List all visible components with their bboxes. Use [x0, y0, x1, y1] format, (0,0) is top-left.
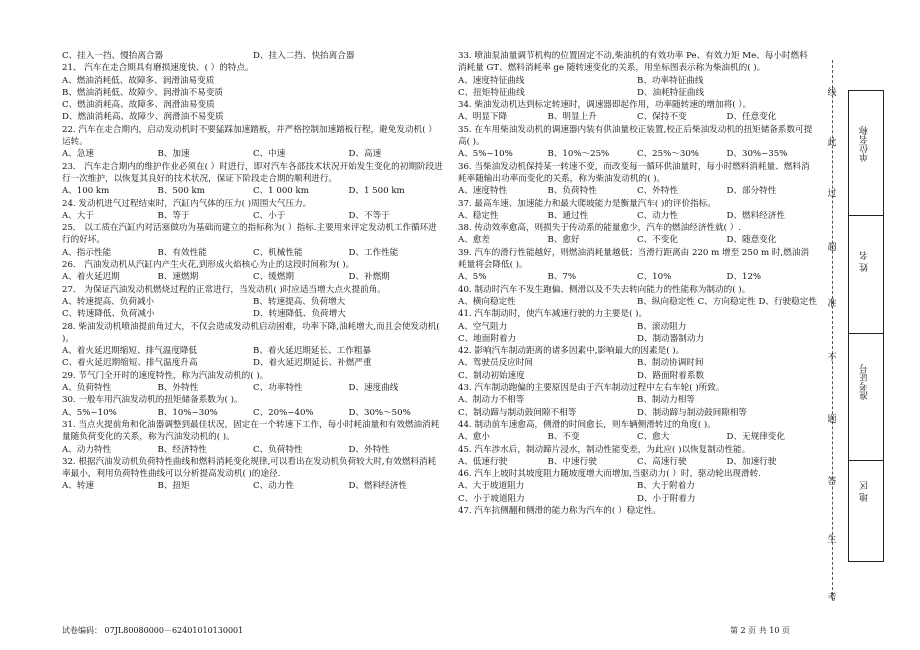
- answer-option: D、无规律变化: [726, 432, 785, 443]
- option-row: [458, 357, 816, 369]
- answer-option: B、大于附着力: [637, 481, 695, 492]
- answer-option: D、制动蹄与制动鼓间隙相等: [637, 407, 748, 418]
- answer-option: C、机械性能: [253, 247, 303, 258]
- binding-char: 准: [827, 299, 837, 309]
- option-row: [62, 50, 444, 62]
- answer-option: D、30%~35%: [726, 149, 788, 160]
- answer-option: B、不变: [547, 432, 580, 443]
- binding-char: 考: [827, 593, 837, 603]
- question-text: 44. 制动前车速愈高，侧滑的时间愈长，则车辆侧滑转过的角度( )。: [458, 419, 716, 430]
- option-row: [62, 271, 444, 283]
- question-text: 38. 传动效率愈高，则损失于传动系的能量愈少，汽车的燃油经济性就( ）.: [458, 223, 742, 234]
- answer-option: C、小于: [253, 210, 286, 221]
- answer-option: A、负荷特性: [62, 383, 112, 394]
- answer-option: B、纵向稳定性 C、方向稳定性 D、行驶稳定性: [637, 296, 817, 307]
- option-row: [62, 148, 444, 160]
- question-text: 46. 汽车上坡时其坡度阻力随坡度增大而增加,当驱动力( ）时，驱动轮出现滑转.: [458, 469, 761, 480]
- option-row: [458, 185, 816, 197]
- answer-option: C、扭矩特征曲线: [458, 87, 525, 98]
- question-text: 25． 以工质在汽缸内对活塞做功为基础而建立的指标称为( ）指标.主要用来评定发动机工作循环进行的好坏。: [62, 223, 437, 246]
- question-text: 41. 汽车制动时，使汽车减速行驶的力主要是( )。: [458, 309, 648, 320]
- info-label: 准考证号: [860, 364, 870, 400]
- answer-option: C、10%: [637, 272, 672, 283]
- binding-char: 不: [827, 353, 837, 363]
- answer-option: A、速度特征曲线: [458, 75, 525, 86]
- option-row: [62, 99, 444, 111]
- question-text: 39. 汽车的滑行性能越好，则燃油消耗量越低；当滑行距离由 220 m 增至 250 m 时,燃油消耗量将会降低( )。: [458, 247, 810, 271]
- answer-option: C、燃油消耗高、故障多、润滑油易变质: [62, 100, 215, 111]
- answer-option: D、不等于: [348, 210, 390, 221]
- question-text: 34. 柴油发动机达到标定转速时，调速器即起作用，功率随转速的增加将( ）。: [458, 100, 752, 111]
- answer-option: C、25%～30%: [637, 149, 699, 160]
- option-row: [458, 111, 816, 123]
- option-row: [62, 75, 444, 87]
- answer-option: C、愈大: [637, 432, 670, 443]
- answer-option: B、500 km: [157, 186, 205, 197]
- option-row: [458, 321, 816, 333]
- answer-option: B、有效性能: [157, 247, 207, 258]
- answer-option: A、愈小: [458, 432, 490, 443]
- answer-option: C、地面附着力: [458, 333, 517, 344]
- answer-option: A、燃油消耗低、故障多、润滑油易变质: [62, 75, 215, 86]
- option-row: [458, 480, 816, 492]
- question-text: 37. 最高车速、加速能力和最大爬坡能力是衡量汽车( )的评价指标。: [458, 198, 716, 209]
- answer-option: D、随意变化: [726, 235, 777, 246]
- answer-option: C、转速降低、负荷减小: [62, 309, 155, 320]
- option-row: [62, 308, 444, 320]
- question-text: 45. 汽车涉水后，制动蹄片浸水，制动性能变差，为此应( )以恢复制动性能。: [458, 444, 751, 455]
- answer-option: C、缓燃期: [253, 272, 294, 283]
- answer-option: A、指示性能: [62, 247, 112, 258]
- option-row: [458, 210, 816, 222]
- binding-char: 答: [827, 477, 837, 487]
- answer-option: C、外特性: [637, 186, 678, 197]
- answer-option: C、功率特性: [253, 383, 303, 394]
- answer-option: B、制动力相等: [637, 395, 695, 406]
- left-column: [62, 50, 444, 493]
- question-text: 32. 根据汽油发动机负荷特性曲线和燃料消耗变化规律,可以看出在发动机负荷较大时,有效燃料消耗率最小，利用负荷特性曲线可以分析提高发动机( )的途径.: [62, 456, 437, 480]
- question-text: 30. 一般车用汽油发动机的扭矩储备系数为( )。: [62, 395, 243, 406]
- answer-option: D、小于附着力: [637, 493, 696, 504]
- info-cell: [849, 91, 883, 216]
- answer-option: A、大于: [62, 210, 94, 221]
- option-row: [458, 431, 816, 443]
- answer-option: A、驾驶员反应时间: [458, 358, 533, 369]
- option-row: [62, 444, 444, 456]
- binding-char: 生: [827, 535, 837, 545]
- answer-option: A、着火延迟期缩短、排气温度降低: [62, 346, 198, 357]
- answer-option: B、10%～25%: [547, 149, 610, 160]
- question-text: 27． 为保证汽油发动机燃烧过程的正常进行，当发动机( )时应适当增大点火提前角。: [62, 284, 386, 295]
- answer-option: C、保持不变: [637, 112, 687, 123]
- option-row: [458, 271, 816, 283]
- question-text: 31. 当点火提前角和化油器调整到最佳状况，固定在一个转速下工作，每小时耗油量和有效燃油消耗量随负荷变化的关系，称为汽油发动机的( )。: [62, 419, 440, 443]
- answer-option: D、路面附着系数: [637, 370, 705, 381]
- answer-option: A、明显下降: [458, 112, 508, 123]
- question-text: 28. 柴油发动机喷油提前角过大，不仅会造成发动机启动困难，功率下降,油耗增大,而且会使发动机( )。: [62, 321, 440, 344]
- answer-option: B、通过性: [547, 210, 589, 221]
- info-cell: [849, 216, 883, 334]
- question-text: 47. 汽车抗侧翻和侧滑的能力称为汽车的( ）稳定性。: [458, 505, 661, 516]
- question-text: 23． 汽车走合期内的维护作业必须在( ）时进行，即对汽车各部技术状况开始发生变化的初期阶段进行一次维护，以恢复其良好的技术状况，保证下阶段走合期的顺利进行。: [62, 161, 443, 184]
- right-column: [458, 50, 816, 517]
- answer-option: B、明显上升: [547, 112, 597, 123]
- answer-option: B、着火延迟期延长、工作粗暴: [253, 346, 372, 357]
- info-cell: [849, 461, 883, 561]
- info-label: 地 区: [860, 481, 870, 502]
- option-row: [62, 382, 444, 394]
- answer-option: A、横向稳定性: [458, 296, 516, 307]
- question-text: 22. 汽车在走合期内，启动发动机时不要猛踩加速踏板，并严格控制加速踏板行程，避免发动机( ）运转。: [62, 124, 437, 148]
- question-text: 24. 发动机进气过程结束时，汽缸内气体的压力( )周围大气压力。: [62, 198, 312, 209]
- question-text: 36. 当柴油发动机保持某一转速不变，而改变每一循环供油量时，每小时燃料消耗量、燃料消耗率随输出功率而变化的关系，称为柴油发动机的( )。: [458, 161, 810, 184]
- option-row: [458, 394, 816, 406]
- answer-option: B、10%~30%: [157, 407, 218, 418]
- answer-option: B、外特性: [157, 383, 199, 394]
- answer-option: A、5%: [458, 272, 487, 283]
- answer-option: D、30%～50%: [348, 407, 411, 418]
- answer-option: A、转速提高、负荷减小: [62, 296, 155, 307]
- option-row: [458, 493, 816, 505]
- answer-option: A、制动力不相等: [458, 395, 525, 406]
- option-row: [62, 185, 444, 197]
- option-row: [62, 357, 444, 369]
- answer-option: A、5%~10%: [458, 149, 513, 160]
- answer-option: D、燃料经济性: [726, 210, 785, 221]
- binding-char: 线: [827, 88, 837, 98]
- answer-option: C、挂入一挡、慢抬离合器: [62, 51, 164, 61]
- option-row: [62, 111, 444, 123]
- option-row: [62, 210, 444, 222]
- option-row: [458, 87, 816, 99]
- answer-option: A、愈差: [458, 235, 490, 246]
- page-number: 第 2 页 共 10 页: [730, 626, 790, 635]
- option-row: [62, 345, 444, 357]
- answer-option: B、愈好: [547, 235, 580, 246]
- binding-char: 题: [827, 415, 837, 425]
- answer-option: B、燃油消耗低、故障少、润滑油不易变质: [62, 87, 224, 98]
- answer-option: B、制动协调时间: [637, 358, 704, 369]
- answer-option: D、燃料经济性: [348, 481, 407, 492]
- question-text: 26． 汽油发动机从汽缸内产生火花,到形成火焰核心为止的这段时间称为( )。: [62, 260, 355, 271]
- answer-option: B、负荷特性: [547, 186, 597, 197]
- exam-code: 试卷编码： 07JL80080000－62401010130001: [62, 626, 244, 635]
- binding-char: 超: [827, 243, 837, 253]
- question-text: 43. 汽车制动跑偏的主要原因是由于汽车制动过程中左右车轮( )所致。: [458, 383, 725, 394]
- answer-option: D、燃油消耗高、故障少、润滑油不易变质: [62, 112, 224, 123]
- answer-option: C、小于坡道阻力: [458, 493, 525, 504]
- answer-option: B、转速提高、负荷增大: [253, 296, 346, 307]
- answer-option: B、扭矩: [157, 481, 190, 492]
- option-row: [458, 370, 816, 382]
- answer-option: A、大于坡道阻力: [458, 481, 525, 492]
- info-label: 单位名称: [860, 126, 870, 162]
- option-row: [458, 456, 816, 468]
- answer-option: C、制动初始速度: [458, 370, 525, 381]
- option-row: [458, 407, 816, 419]
- answer-option: C、1 000 km: [253, 186, 309, 197]
- answer-option: D、制动器制动力: [637, 333, 705, 344]
- answer-option: B、中速行驶: [547, 456, 597, 467]
- info-label: 姓 名: [860, 251, 870, 272]
- answer-option: D、补燃期: [348, 272, 390, 283]
- option-row: [62, 247, 444, 259]
- answer-option: A、着火延迟期: [62, 272, 120, 283]
- question-text: 40. 制动时汽车不发生跑偏、侧滑以及不失去转向能力的性能称为制动的( )。: [458, 284, 751, 295]
- answer-option: B、加速: [157, 149, 190, 160]
- answer-option: C、制动蹄与制动鼓间隙不相等: [458, 407, 577, 418]
- answer-option: A、5%~10%: [62, 407, 117, 418]
- answer-option: C、动力性: [253, 481, 294, 492]
- question-text: 42. 影响汽车制动距离的诸多因素中,影响最大的因素是( )。: [458, 346, 685, 357]
- question-text: 29. 节气门全开时的速度特性，称为汽油发动机的( )。: [62, 370, 269, 381]
- answer-option: C、中速: [253, 149, 286, 160]
- answer-option: B、经济特性: [157, 444, 207, 455]
- binding-char: 过: [827, 189, 837, 199]
- answer-option: A、100 km: [62, 186, 110, 197]
- answer-option: D、部分特性: [726, 186, 777, 197]
- answer-option: B、滚动阻力: [637, 321, 687, 332]
- option-row: [62, 87, 444, 99]
- answer-option: D、转速降低、负荷增大: [253, 309, 346, 320]
- answer-option: A、空气阻力: [458, 321, 508, 332]
- question-text: 35. 在车用柴油发动机的调速器内装有供油量校正装置,校正后柴油发动机的扭矩储备系数可提高( )。: [458, 124, 813, 148]
- answer-option: B、等于: [157, 210, 190, 221]
- option-row: [62, 407, 444, 419]
- answer-option: A、转速: [62, 481, 94, 492]
- question-text: 33. 喷油泵油量调节机构的位置固定不动,柴油机的有效功率 Pe、有效力矩 Me、每小时燃料消耗量 GT、燃料消耗率 ge 随转速变化的关系，用坐标图表示称为柴油机的( )。: [458, 51, 808, 74]
- answer-option: A、动力特性: [62, 444, 112, 455]
- binding-char: 此: [827, 138, 837, 148]
- question-text: 21、 汽车在走合期具有磨损速度快、( ）的特点。: [62, 63, 254, 74]
- info-cell: [849, 334, 883, 461]
- answer-option: C、20%~40%: [253, 407, 314, 418]
- answer-option: B、功率特征曲线: [637, 75, 704, 86]
- answer-option: C、着火延迟期缩短、排气温度升高: [62, 358, 198, 369]
- answer-option: D、工作性能: [348, 247, 399, 258]
- answer-option: D、挂入二挡、快抬离合器: [253, 51, 355, 61]
- answer-option: B、速燃期: [157, 272, 199, 283]
- option-row: [458, 75, 816, 87]
- answer-option: D、12%: [726, 272, 762, 283]
- answer-option: A、速度特性: [458, 186, 508, 197]
- option-row: [458, 148, 816, 160]
- option-row: [458, 296, 816, 308]
- answer-option: C、负荷特性: [253, 444, 303, 455]
- option-row: [62, 480, 444, 492]
- answer-option: D、油耗特征曲线: [637, 87, 705, 98]
- answer-option: B、7%: [547, 272, 577, 283]
- answer-option: D、外特性: [348, 444, 390, 455]
- answer-option: D、速度曲线: [348, 383, 399, 394]
- answer-option: C、动力性: [637, 210, 678, 221]
- answer-option: A、低速行驶: [458, 456, 508, 467]
- answer-option: D、高速: [348, 149, 382, 160]
- answer-option: C、高速行驶: [637, 456, 687, 467]
- answer-option: A、稳定性: [458, 210, 499, 221]
- candidate-info-table: [848, 90, 884, 562]
- answer-option: D、1 500 km: [348, 186, 405, 197]
- answer-option: D、着火延迟期延长、补燃严重: [253, 358, 372, 369]
- option-row: [458, 234, 816, 246]
- answer-option: D、任意变化: [726, 112, 777, 123]
- answer-option: D、加速行驶: [726, 456, 777, 467]
- option-row: [458, 333, 816, 345]
- answer-option: A、急速: [62, 149, 94, 160]
- answer-option: C、不变化: [637, 235, 678, 246]
- option-row: [62, 296, 444, 308]
